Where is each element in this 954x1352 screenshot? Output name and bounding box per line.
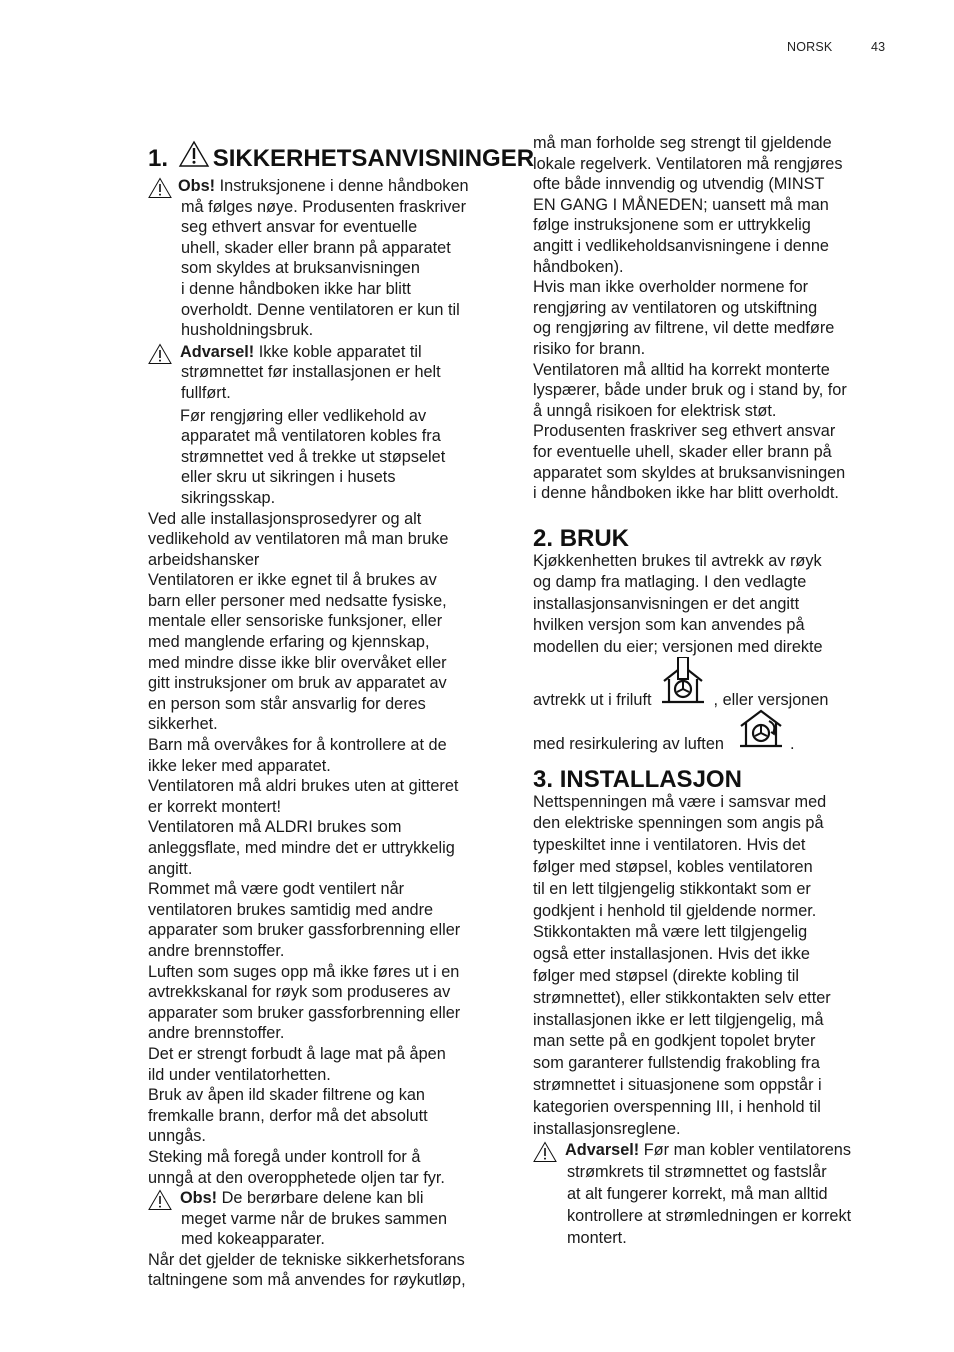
text-line: fremkalle brann, derfor må det absolutt: [148, 1106, 428, 1125]
text-line: Ventilatoren må alltid ha korrekt monterte: [533, 360, 830, 379]
text-line: Hvis man ikke overholder normene for: [533, 278, 809, 297]
text-line: lyspærer, både under bruk og i stand by, for: [533, 381, 847, 400]
text-line: Kjøkkenhetten brukes til avtrekk av røyk: [533, 551, 822, 570]
text-line: følger med støpsel, kobles ventilatoren: [533, 858, 813, 877]
advarsel-label: Advarsel!: [565, 1141, 640, 1160]
text-line: man sette på en godkjent topolet bryter: [533, 1032, 816, 1051]
text-line: i denne håndboken ikke har blitt overholdt.: [533, 484, 839, 503]
text-line: meget varme når de brukes sammen: [181, 1209, 448, 1228]
section-1-continuation: [533, 133, 893, 504]
text-line: må følges nøye. Produsenten fraskriver: [181, 197, 467, 216]
text-line: strømnettet ved å trekke ut støpselet: [181, 447, 446, 466]
text-line: Før rengjøring eller vedlikehold av: [180, 406, 427, 425]
text-line: strømkrets til strømnettet og fastslår: [567, 1163, 827, 1182]
text-line: uhell, skader eller brann på apparatet: [181, 238, 451, 257]
text-line: Ventilatoren er ikke egnet til å brukes av: [148, 571, 437, 590]
advarsel-text-line: Før man kobler ventilatorens: [639, 1141, 851, 1160]
obs-note-1: [148, 176, 508, 341]
text-line: strømnettet), eller stikkontakten selv etter: [533, 988, 831, 1007]
text-line: Det er strengt forbudt å lage mat på åpen: [148, 1044, 446, 1063]
warning-triangle-icon: [148, 177, 172, 205]
warning-triangle-icon: [533, 1141, 557, 1170]
text-line: Stikkontakten må være lett tilgjengelig: [533, 923, 808, 942]
text-line: apparater som bruker gassforbrenning eller: [148, 1003, 461, 1022]
advarsel-label: Advarsel!: [180, 342, 255, 361]
warning-triangle-icon: [148, 1189, 172, 1217]
ducted-hood-icon: [660, 657, 706, 711]
text-line: at alt fungerer korrekt, må man alltid: [567, 1185, 828, 1203]
text-line: strømnettet i situasjonene som oppstår i: [533, 1076, 822, 1095]
text-line: gitt instruksjoner om bruk av apparatet av: [148, 674, 447, 693]
section-3-number: 3.: [533, 765, 554, 793]
text-line: Steking må foregå under kontroll for å: [148, 1147, 421, 1166]
text-line: fullført.: [181, 383, 231, 402]
text-line: Rommet må være godt ventilert når: [148, 880, 405, 899]
obs-note-2: [148, 1188, 508, 1250]
section-3-heading: [533, 765, 893, 795]
text-line: Barn må overvåkes for å kontrollere at de: [148, 736, 447, 755]
text-line: andre brennstoffer.: [148, 941, 285, 960]
text-line: Ventilatoren må aldri brukes uten at gitteret: [148, 777, 459, 796]
section-1-body: [148, 509, 508, 1189]
text-line: overholdt. Denne ventilatoren er kun til: [181, 300, 460, 319]
advarsel-text-line: Ikke koble apparatet til: [254, 342, 422, 361]
text-line: installasjonsanvisningen er det angitt: [533, 594, 800, 613]
text-line: med mindre disse ikke blir overvåket eller: [148, 653, 447, 672]
text-line: unngås.: [148, 1127, 206, 1146]
text-line: å unngå risikoen for elektrisk støt.: [533, 401, 777, 420]
text-line: ild under ventilatorhetten.: [148, 1065, 331, 1084]
text-line: den elektriske spenningen som angis på: [533, 814, 824, 833]
text-line: EN GANG I MÅNEDEN; uansett må man: [533, 195, 829, 214]
text-line: rengjøring av ventilatoren og utskiftning: [533, 298, 818, 317]
text-line: risiko for brann.: [533, 339, 646, 358]
text-line: apparatet som skyldes at bruksanvisningen: [533, 463, 846, 482]
text-line: , eller versjonen: [713, 691, 829, 710]
text-line: også etter installasjonen. Hvis det ikke: [533, 945, 810, 964]
text-line: kontrollere at strømledningen er korrekt: [567, 1206, 852, 1225]
text-line: unngå at den overopphetede oljen tar fyr.: [148, 1168, 445, 1187]
text-line: ofte både innvendig og utvendig (MINST: [533, 175, 825, 194]
text-line: seg ethvert ansvar for eventuelle: [181, 218, 418, 237]
obs-label: Obs!: [178, 177, 216, 195]
text-line: godkjent i henhold til gjeldende normer.: [533, 901, 817, 920]
text-line: sikkerhet.: [148, 715, 218, 734]
text-line: ventilatoren brukes samtidig med andre: [148, 900, 434, 919]
obs-text-line: Instruksjonene i denne håndboken: [215, 177, 469, 195]
text-line: for eventuelle uhell, skader eller brann på: [533, 442, 832, 461]
text-line: Luften som suges opp må ikke føres ut i en: [148, 962, 460, 981]
text-line: til en lett tilgjengelig stikkontakt som er: [533, 879, 811, 898]
text-line: anleggsflate, med mindre det er uttrykkelig: [148, 839, 455, 857]
text-line: Produsenten fraskriver seg ethvert ansvar: [533, 422, 836, 441]
text-line: må man forholde seg strengt til gjeldende: [533, 134, 832, 152]
obs-text-line: De berørbare delene kan bli: [217, 1189, 424, 1208]
text-line: følge instruksjonene som er uttrykkelig: [533, 216, 811, 235]
text-line: og rengjøring av filtrene, vil dette medføre: [533, 319, 835, 338]
text-line: husholdningsbruk.: [181, 321, 314, 340]
text-line: Bruk av åpen ild skader filtrene og kan: [148, 1086, 425, 1105]
text-line: avtrekkskanal for røyk som produseres av: [148, 983, 451, 1002]
text-line: med kokeapparater.: [181, 1230, 325, 1249]
section-2-title: BRUK: [559, 524, 630, 552]
text-line: følger med støpsel (direkte kobling til: [533, 967, 800, 986]
section-3-body: [533, 792, 893, 1141]
text-line: Nettspenningen må være i samsvar med: [533, 792, 827, 811]
section-3-title: INSTALLASJON: [559, 765, 742, 793]
text-line: Når det gjelder de tekniske sikkerhetsforans: [148, 1250, 465, 1269]
section-2-number: 2.: [533, 524, 554, 552]
right-column: [533, 133, 893, 1249]
header-language: NORSK: [787, 40, 833, 54]
recirculation-hood-icon: [738, 707, 784, 755]
section-2-body: [533, 551, 893, 659]
text-line: apparatet må ventilatoren kobles fra: [181, 427, 441, 446]
text-line: med resirkulering av luften: [533, 735, 724, 754]
text-line: modellen du eier; versjonen med direkte: [533, 638, 823, 657]
text-line: hvilken versjon som kan anvendes på: [533, 616, 805, 635]
text-line: eller skru ut sikringen i husets: [181, 468, 396, 487]
advarsel-note-3: [533, 1140, 893, 1249]
text-line: Ved alle installasjonsprosedyrer og alt: [148, 509, 422, 528]
section-1-number: 1.: [148, 145, 169, 172]
warning-triangle-icon: [148, 343, 172, 371]
warning-triangle-icon: [178, 140, 210, 176]
text-line: og damp fra matlaging. I den vedlagte: [533, 573, 807, 592]
text-line: avtrekk ut i friluft: [533, 691, 652, 710]
text-line: håndboken).: [533, 257, 624, 276]
text-line: Ventilatoren må ALDRI brukes som: [148, 818, 402, 837]
page-number: 43: [871, 40, 886, 54]
text-line: lokale regelverk. Ventilatoren må rengjøres: [533, 154, 843, 173]
text-line: .: [789, 735, 795, 754]
text-line: i denne håndboken ikke har blitt: [181, 279, 411, 298]
section-2-heading: [533, 524, 893, 554]
text-line: mentale eller sensoriske funksjoner, eller: [148, 612, 443, 631]
text-line: barn eller personer med nedsatte fysiske,: [148, 591, 447, 610]
text-line: typeskiltet inne i ventilatoren. Hvis det: [533, 836, 806, 855]
ducted-version-line: [533, 661, 893, 711]
obs-label: Obs!: [180, 1189, 218, 1208]
text-line: som garanterer fullstendig frakobling fra: [533, 1054, 820, 1073]
text-line: vedlikehold av ventilatoren må man bruke: [148, 530, 449, 549]
text-line: andre brennstoffer.: [148, 1024, 285, 1043]
text-line: installasjonsreglene.: [533, 1119, 681, 1138]
recirculation-version-line: [533, 711, 893, 755]
left-column: [148, 140, 535, 1291]
text-line: en person som står ansvarlig for deres: [148, 694, 426, 713]
text-line: med manglende erfaring og kjennskap,: [148, 633, 430, 652]
text-line: apparater som bruker gassforbrenning eller: [148, 921, 461, 940]
text-line: er korrekt montert!: [148, 797, 282, 816]
text-line: angitt i vedlikeholdsanvisningene i denne: [533, 236, 829, 255]
text-line: som skyldes at bruksanvisningen: [181, 259, 420, 278]
advarsel-note-1: [148, 342, 508, 509]
text-line: strømnettet før installasjonen er helt: [181, 363, 441, 382]
text-line: installasjonen ikke er lett tilgjengelig, må: [533, 1010, 824, 1029]
text-line: arbeidshansker: [148, 550, 260, 569]
text-line: kategorien overspenning III, i henhold til: [533, 1097, 821, 1116]
text-line: sikringsskap.: [181, 488, 276, 507]
text-line: taltningene som må anvendes for røykutløp,: [148, 1271, 466, 1290]
section-1-title: SIKKERHETSANVISNINGER: [212, 145, 535, 172]
text-line: angitt.: [148, 859, 193, 878]
text-line: montert.: [567, 1228, 627, 1247]
section-1-heading: [148, 140, 535, 176]
text-line: ikke leker med apparatet.: [148, 756, 331, 775]
